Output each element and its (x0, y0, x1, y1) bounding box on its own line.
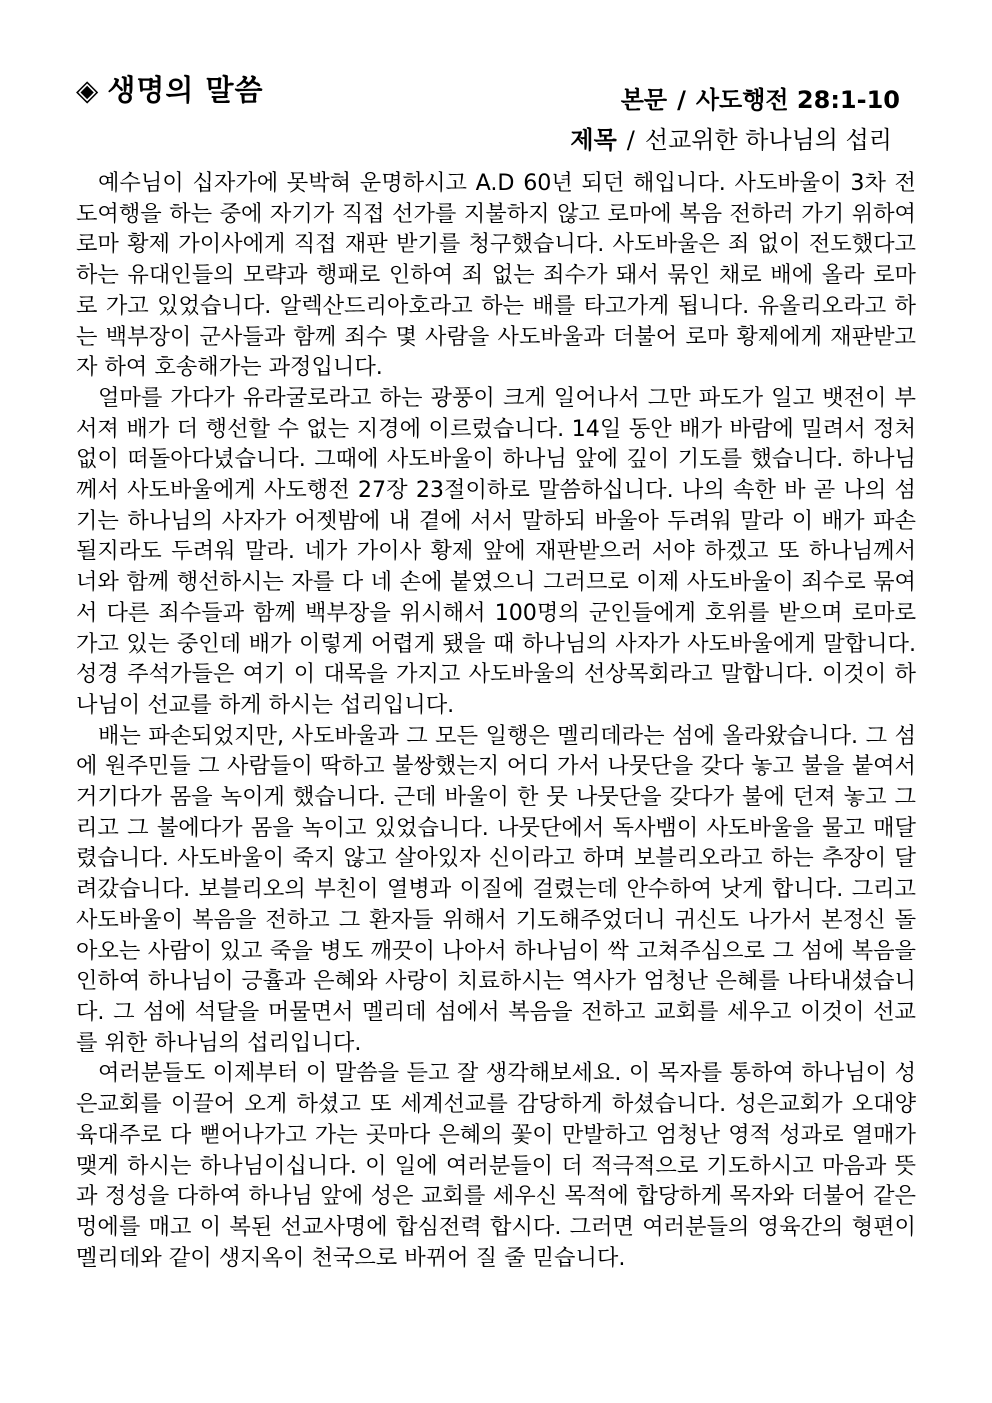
scripture-passage (621, 80, 900, 115)
paragraph: 얼마를 가다가 유라굴로라고 하는 광풍이 크게 일어나서 그만 파도가 일고 뱃전이 부서져 배가 더 행선할 수 없는 지경에 이르렀습니다. 14일 동안 배가 바람에 밀려서 정처 없이 떠돌아다녔습니다. 그때에 사도바울이 하나님 앞에 깊이 기도를 했습니다. 하나님께서 사도바울에게 사도행전 27장 23절이하로 말씀하십니다. 나의 속한 바 곧 나의 섬기는 하나님의 사자가 어젯밤에 내 곁에 서서 말하되 바울아 두려워 말라 이 배가 파손될지라도 두려워 말라. 네가 가이사 황제 앞에 재판받으러 서야 하겠고 또 하나님께서 너와 함께 행선하시는 자를 다 네 손에 붙였으니 그러므로 이제 사도바울이 죄수로 묶여서 다른 죄수들과 함께 백부장을 위시해서 100명의 군인들에게 호위를 받으며 로마로 가고 있는 중인데 배가 이렇게 어렵게 됐을 때 하나님의 사자가 사도바울에게 말합니다. 성경 주석가들은 여기 이 대목을 가지고 사도바울의 선상목회라고 말합니다. 이것이 하나님이 선교를 하게 하시는 섭리입니다. (76, 384, 916, 718)
diamond-bullet-icon: ◈ (76, 73, 100, 107)
sermon-body (76, 168, 916, 1273)
passage-separator: / (677, 86, 686, 114)
sermon-title (570, 120, 892, 155)
title-label: 제목 (570, 126, 617, 154)
paragraph: 예수님이 십자가에 못박혀 운명하시고 A.D 60년 되던 해입니다. 사도바울이 3차 전도여행을 하는 중에 자기가 직접 선가를 지불하지 않고 로마에 복음 전하러 가기 위하여 로마 황제 가이사에게 직접 재판 받기를 청구했습니다. 사도바울은 죄 없이 전도했다고 하는 유대인들의 모략과 행패로 인하여 죄 없는 죄수가 돼서 묶인 채로 배에 올라 로마로 가고 있었습니다. 알렉산드리아호라고 하는 배를 타고가게 됩니다. 유올리오라고 하는 백부장이 군사들과 함께 죄수 몇 사람을 사도바울과 더불어 로마 황제에게 재판받고자 하여 호송해가는 과정입니다. (76, 170, 916, 381)
section-heading (76, 68, 263, 109)
paragraph: 배는 파손되었지만, 사도바울과 그 모든 일행은 멜리데라는 섬에 올라왔습니다. 그 섬에 원주민들 그 사람들이 딱하고 불쌍했는지 어디 가서 나뭇단을 갖다 놓고 불을 붙여서 거기다가 몸을 녹이게 했습니다. 근데 바울이 한 뭇 나뭇단을 갖다가 불에 던져 놓고 그리고 그 불에다가 몸을 녹이고 있었습니다. 나뭇단에서 독사뱀이 사도바울을 물고 매달렸습니다. 사도바울이 죽지 않고 살아있자 신이라고 하며 보블리오라고 하는 추장이 달려갔습니다. 보블리오의 부친이 열병과 이질에 걸렸는데 안수하여 낫게 합니다. 그리고 사도바울이 복음을 전하고 그 환자들 위해서 기도해주었더니 귀신도 나가서 본정신 돌아오는 사람이 있고 죽을 병도 깨끗이 나아서 하나님이 싹 고쳐주심으로 그 섬에 복음을 인하여 하나님이 긍휼과 은혜와 사랑이 치료하시는 역사가 엄청난 은혜를 나타내셨습니다. 그 섬에 석달을 머물면서 멜리데 섬에서 복음을 전하고 교회를 세우고 이것이 선교를 위한 하나님의 섭리입니다. (76, 722, 916, 1056)
heading-text: 생명의 말씀 (107, 73, 264, 107)
title-separator: / (626, 126, 635, 154)
passage-value: 사도행전 28:1-10 (695, 86, 900, 114)
paragraph: 여러분들도 이제부터 이 말씀을 듣고 잘 생각해보세요. 이 목자를 통하여 하나님이 성은교회를 이끌어 오게 하셨고 또 세계선교를 감당하게 하셨습니다. 성은교회가 오대양 육대주로 다 뻗어나가고 가는 곳마다 은혜의 꽃이 만발하고 엄청난 영적 성과로 열매가 맺게 하시는 하나님이십니다. 이 일에 여러분들이 더 적극적으로 기도하시고 마음과 뜻과 정성을 다하여 하나님 앞에 성은 교회를 세우신 목적에 합당하게 목자와 더불어 같은 멍에를 매고 이 복된 선교사명에 합심전력 합시다. 그러면 여러분들의 영육간의 형편이 멜리데와 같이 생지옥이 천국으로 바뀌어 질 줄 믿습니다. (76, 1060, 916, 1271)
passage-label: 본문 (620, 86, 668, 114)
title-value: 선교위한 하나님의 섭리 (644, 126, 892, 154)
